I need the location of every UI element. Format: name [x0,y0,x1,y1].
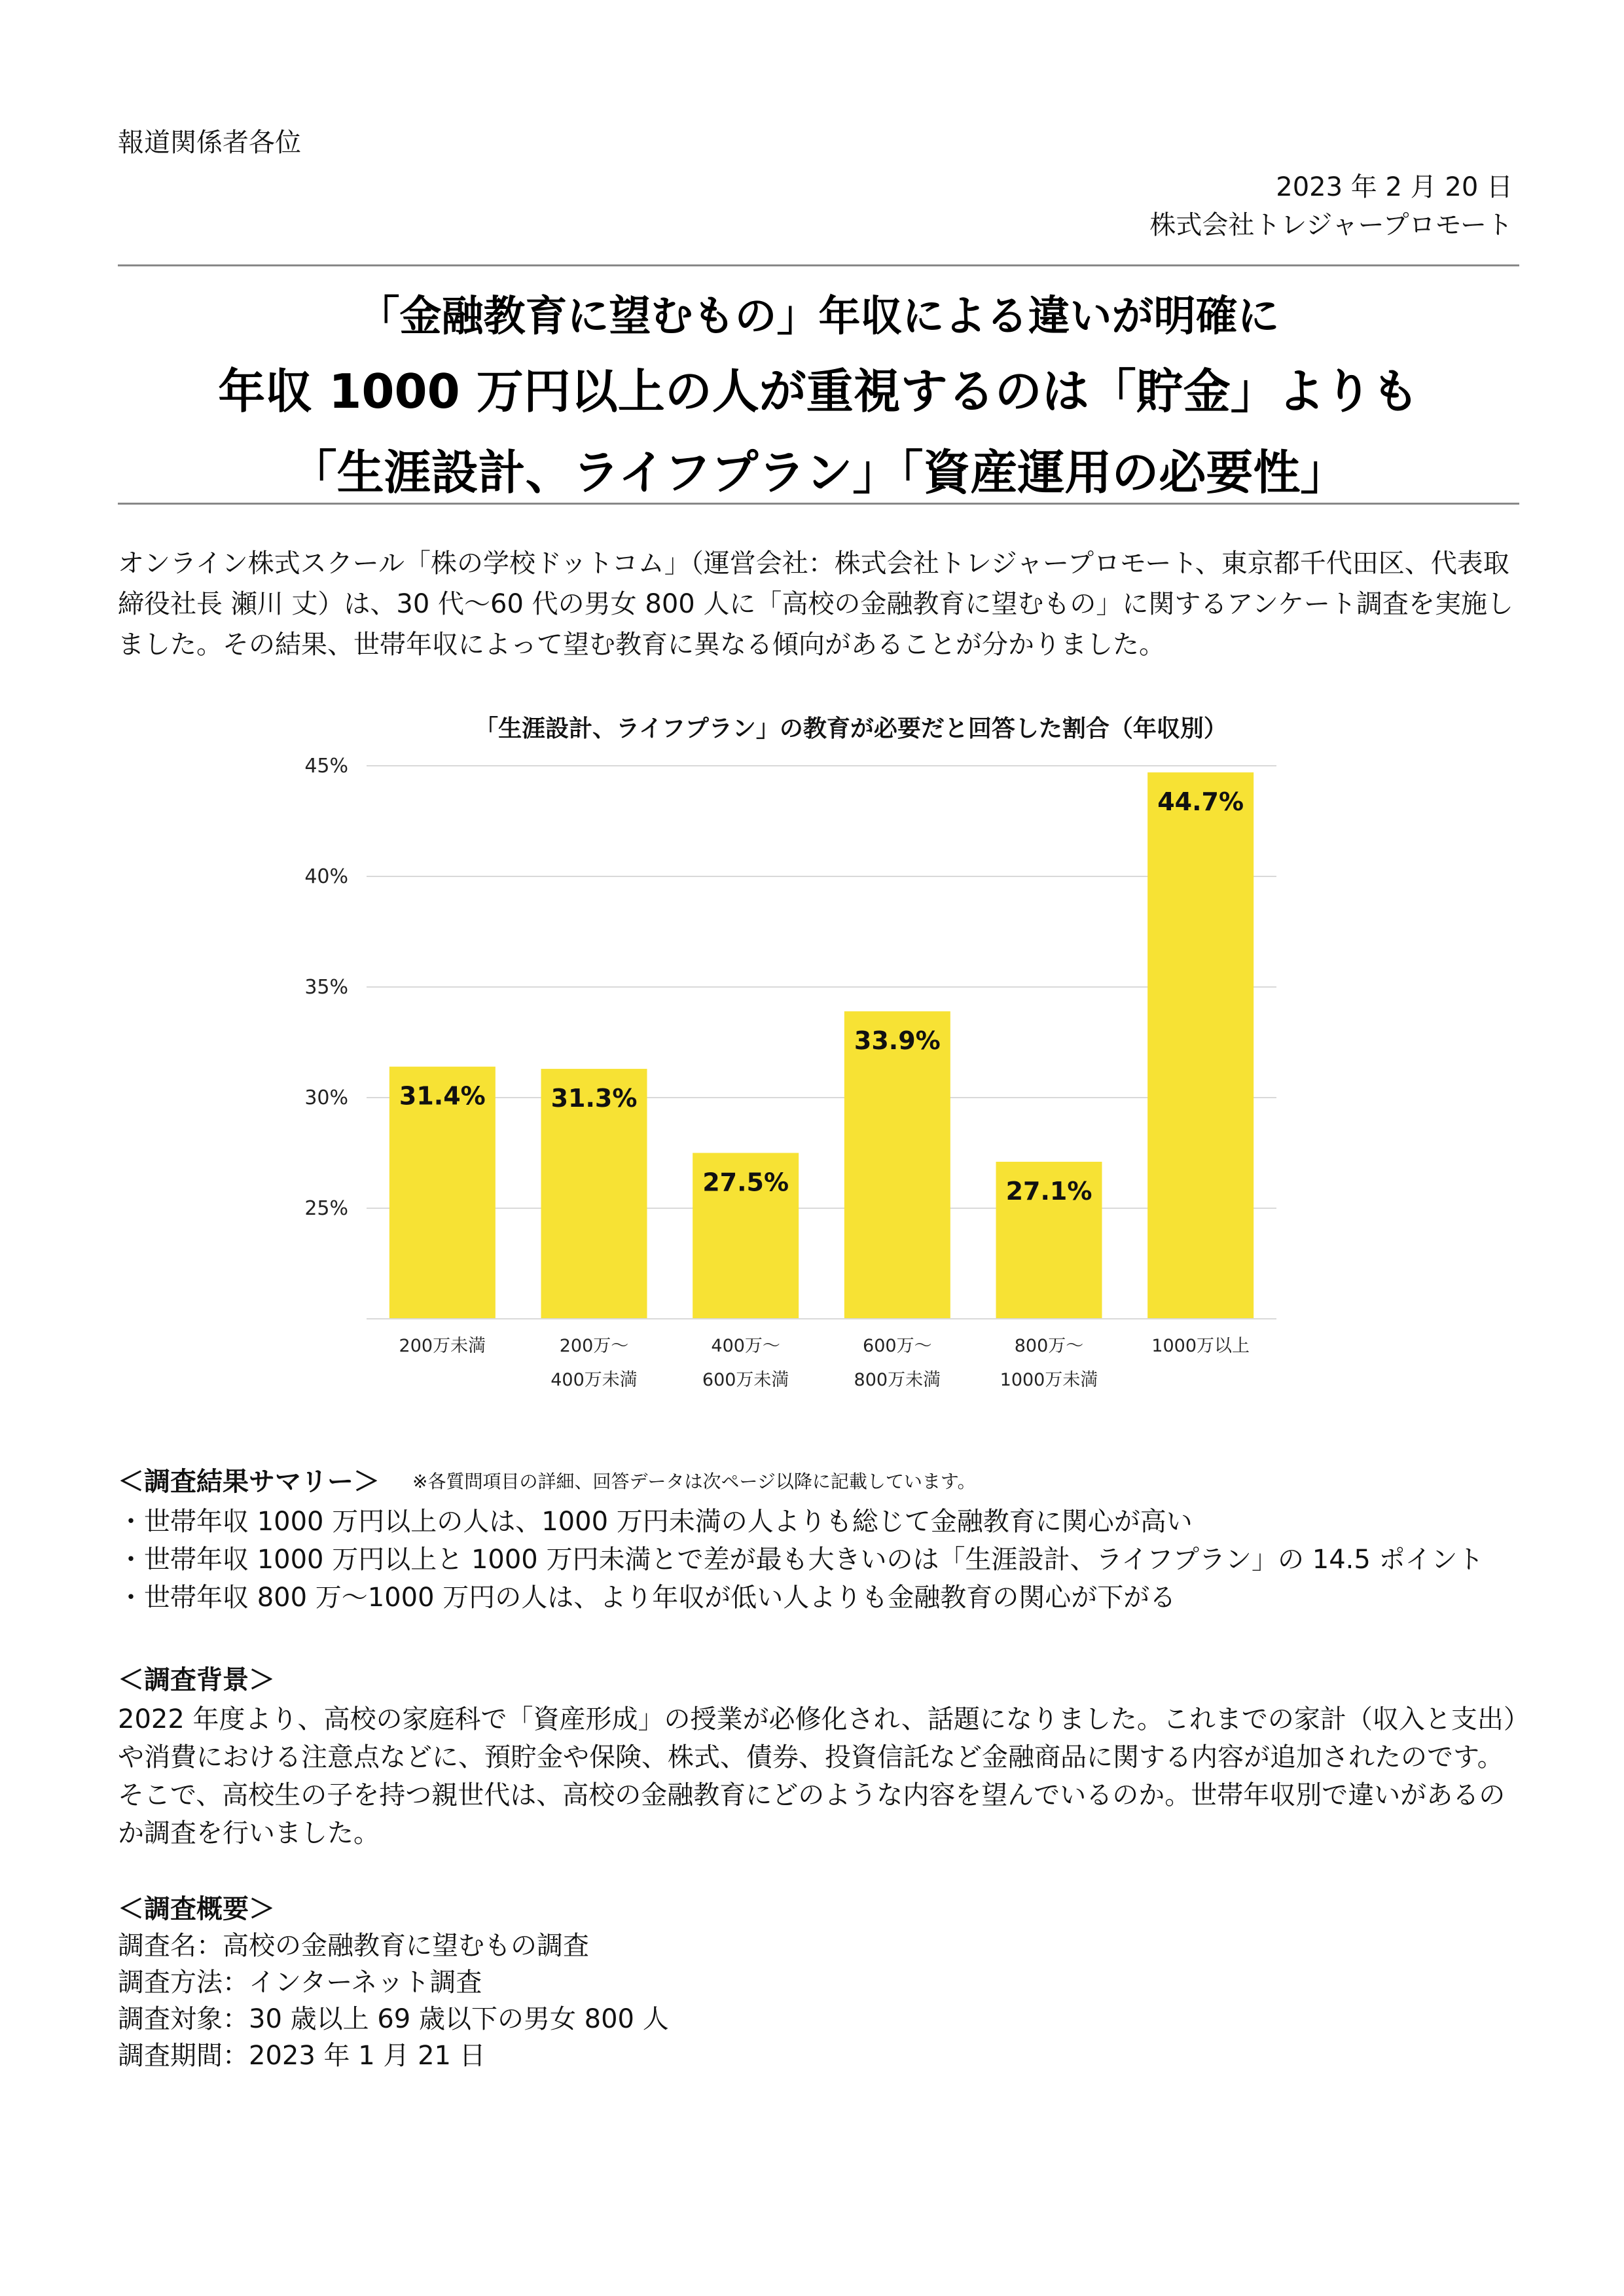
bar-value-label: 27.5% [702,1168,789,1197]
overview-line: 調査名：高校の金融教育に望むもの調査 [118,1931,589,1961]
headline-line-3: 「生涯設計、ライフプラン」「資産運用の必要性」 [289,445,1348,500]
summary-bullets [118,1503,1519,1617]
top-divider [118,264,1519,266]
headline-line-1: 「金融教育に望むもの」年収による違いが明確に [357,293,1280,341]
bar-value-label: 27.1% [1005,1177,1092,1206]
bar [1147,772,1254,1319]
chart-title: 「生涯設計、ライフプラン」の教育が必要だと回答した割合（年収別） [475,715,1227,742]
bar-value-label: 31.3% [550,1084,638,1113]
background-paragraph: 2022 年度より、高校の家庭科で「資産形成」の授業が必修化され、話題になりました。これまでの家計（収入と支出）や消費における注意点などに、預貯金や保険、株式、債券、投資信託など金融商品に関する内容が追加されたのです。そこで、高校生の子を持つ親世代は、高校の金融教育にどのような内容を望んでいるのか。世帯年収別で違いがあるのか調査を行いました。 [118,1704,1517,1848]
addressee: 報道関係者各位 [118,128,301,158]
bar-value-label: 44.7% [1157,787,1244,817]
intro-paragraph: オンライン株式スクール「株の学校ドットコム」（運営会社：株式会社トレジャープロモート、東京都千代田区、代表取締役社長 瀬川 丈）は、30 代～60 代の男女 800 人に「高校の金融教育に望むもの」に関するアンケート調査を実施しました。その結果、世帯年収によって望む教育に異なる傾向があることが分かりました。 [118,548,1514,660]
summary-heading: ＜調査結果サマリー＞ [118,1467,380,1497]
bottom-divider [118,503,1519,505]
company-name: 株式会社トレジャープロモート [1149,210,1513,240]
x-tick-label: 200万未満 [399,1336,486,1356]
x-tick-label: 800万～ [1014,1336,1084,1356]
bar [844,1011,950,1319]
x-tick-label: 1000万以上 [1151,1336,1250,1356]
summary-note: ※各質問項目の詳細、回答データは次ページ以降に記載しています。 [412,1471,976,1492]
x-tick-label: 400万～ [711,1336,780,1356]
y-tick-label: 35% [304,976,348,999]
y-tick-label: 25% [304,1197,348,1220]
x-tick-label: 600万未満 [702,1370,789,1390]
x-tick-label: 400万未満 [550,1370,638,1390]
summary-bullet: ・世帯年収 1000 万円以上と 1000 万円未満とで差が最も大きいのは「生涯設計、ライフプラン」の 14.5 ポイント [118,1545,1484,1575]
summary-bullet: ・世帯年収 1000 万円以上の人は、1000 万円未満の人よりも総じて金融教育に関心が高い [118,1507,1193,1537]
overview-list [118,1928,669,2074]
overview-heading: ＜調査概要＞ [118,1894,275,1924]
bar-value-label: 31.4% [399,1081,486,1111]
overview-line: 調査方法：インターネット調査 [118,1967,482,1998]
bar-value-label: 33.9% [854,1026,941,1056]
overview-line: 調査期間：2023 年 1 月 21 日 [118,2041,486,2071]
x-tick-label: 800万未満 [854,1370,941,1390]
y-tick-label: 45% [304,755,348,778]
x-tick-label: 600万～ [863,1336,932,1356]
x-tick-label: 200万～ [559,1336,629,1356]
headline-line-2: 年収 1000 万円以上の人が重視するのは「貯金」よりも [218,364,1419,419]
y-tick-label: 30% [304,1086,348,1109]
y-tick-label: 40% [304,865,348,888]
background-heading: ＜調査背景＞ [118,1665,275,1695]
release-date: 2023 年 2 月 20 日 [1276,172,1513,202]
summary-bullet: ・世帯年収 800 万～1000 万円の人は、より年収が低い人よりも金融教育の関心が下がる [118,1583,1176,1613]
overview-line: 調査対象：30 歳以上 69 歳以下の男女 800 人 [118,2004,669,2034]
x-tick-label: 1000万未満 [1000,1370,1098,1390]
bar-chart [288,740,1335,1394]
